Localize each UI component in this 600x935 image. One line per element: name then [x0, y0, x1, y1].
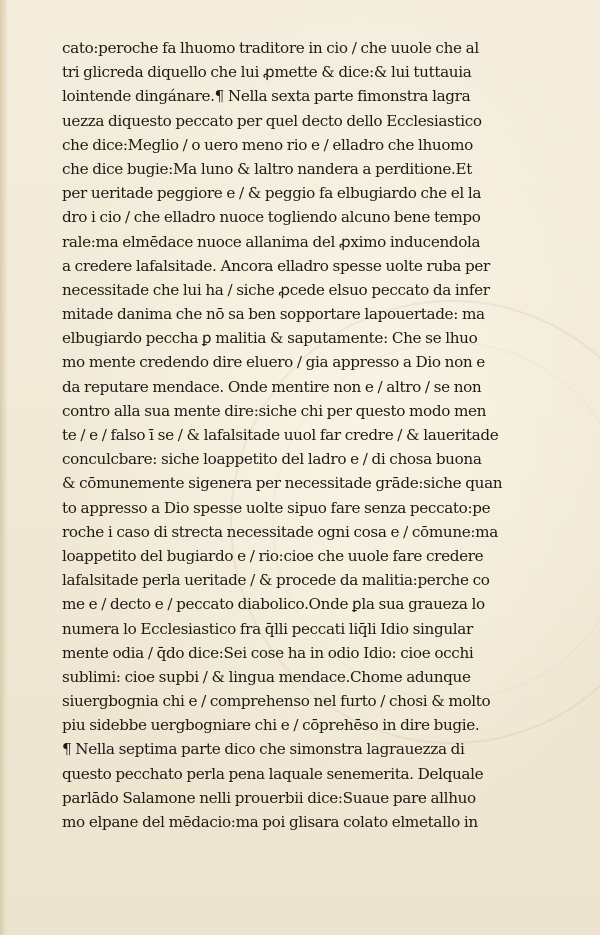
text-line: sublimi: cioe supbi / & lingua mendace.Chome adunque [62, 667, 471, 686]
text-line: mente odia / q̄do dice:Sei cose ha in odio Idio: cioe occhi [62, 643, 474, 662]
text-line: siuergbognia chi e / comprehenso nel furto / chosi & molto [62, 692, 491, 711]
text-line: lafalsitade perla ueritade / & procede da malitia:perche co [62, 571, 490, 590]
text-line: cato:peroche fa lhuomo traditore in cio / che uuole che al [62, 39, 479, 57]
text-line: elbugiardo peccha ꝑ malitia & saputamente: Che se lhuo [62, 329, 478, 348]
text-line: da reputare mendace. Onde mentire non e / altro / se non [62, 377, 482, 396]
text-line: me e / decto e / peccato diabolico.Onde ꝑla sua graueza lo [62, 595, 485, 614]
text-line: uezza diquesto peccato per quel decto dello Ecclesiastico [62, 111, 482, 130]
text-line: a credere lafalsitade. Ancora elladro spesse uolte ruba per [62, 256, 490, 275]
binding-edge [0, 0, 8, 935]
text-line: ¶ Nella septima parte dico che simonstra lagrauezza di [62, 740, 465, 759]
text-line: rale:ma elmēdace nuoce allanima del ꝓximo inducendola [62, 232, 481, 251]
text-line: parlādo Salamone nelli prouerbii dice:Suaue pare allhuo [62, 788, 476, 807]
text-line: dro i cio / che elladro nuoce togliendo alcuno bene tempo [62, 208, 481, 227]
text-line: contro alla sua mente dire:siche chi per questo modo men [62, 401, 487, 420]
text-line: roche i caso di strecta necessitade ogni cosa e / cōmune:ma [62, 522, 498, 541]
text-line: te / e / falso ī se / & lafalsitade uuol far credre / & laueritade [62, 426, 499, 444]
text-line: & cōmunemente sigenera per necessitade grāde:siche quan [62, 474, 503, 493]
text-line: tri glicreda diquello che lui ꝓmette & dice:& lui tuttauia [62, 63, 472, 82]
text-line: mo mente credendo dire eluero / gia appresso a Dio non e [62, 353, 485, 372]
text-line: per ueritade peggiore e / & peggio fa elbugiardo che el la [62, 184, 482, 203]
text-line: lointende dingánare.¶ Nella sexta parte fimonstra lagra [62, 87, 471, 106]
text-line: che dice bugie:Ma luno & laltro nandera a perditione.Et [62, 159, 473, 178]
text-line: to appresso a Dio spesse uolte sipuo fare senza peccato:pe [62, 498, 491, 517]
text-line: loappetito del bugiardo e / rio:cioe che uuole fare credere [62, 546, 484, 565]
text-line: mitade danima che nō sa ben sopportare lapouertade: ma [62, 305, 485, 324]
text-block [62, 36, 522, 834]
text-line: piu sidebbe uergbogniare chi e / cōprehēso in dire bugie. [62, 716, 480, 735]
text-line: numera lo Ecclesiastico fra q̄lli peccati liq̄li Idio singular [62, 619, 473, 638]
text-line: che dice:Meglio / o uero meno rio e / elladro che lhuomo [62, 135, 473, 154]
text-line: mo elpane del mēdacio:ma poi glisara colato elmetallo in [62, 813, 478, 831]
text-line: questo pecchato perla pena laquale senemerita. Delquale [62, 764, 484, 783]
text-line: conculcbare: siche loappetito del ladro e / di chosa buona [62, 450, 482, 469]
text-line: necessitade che lui ha / siche ꝓcede elsuo peccato da infer [62, 280, 490, 299]
